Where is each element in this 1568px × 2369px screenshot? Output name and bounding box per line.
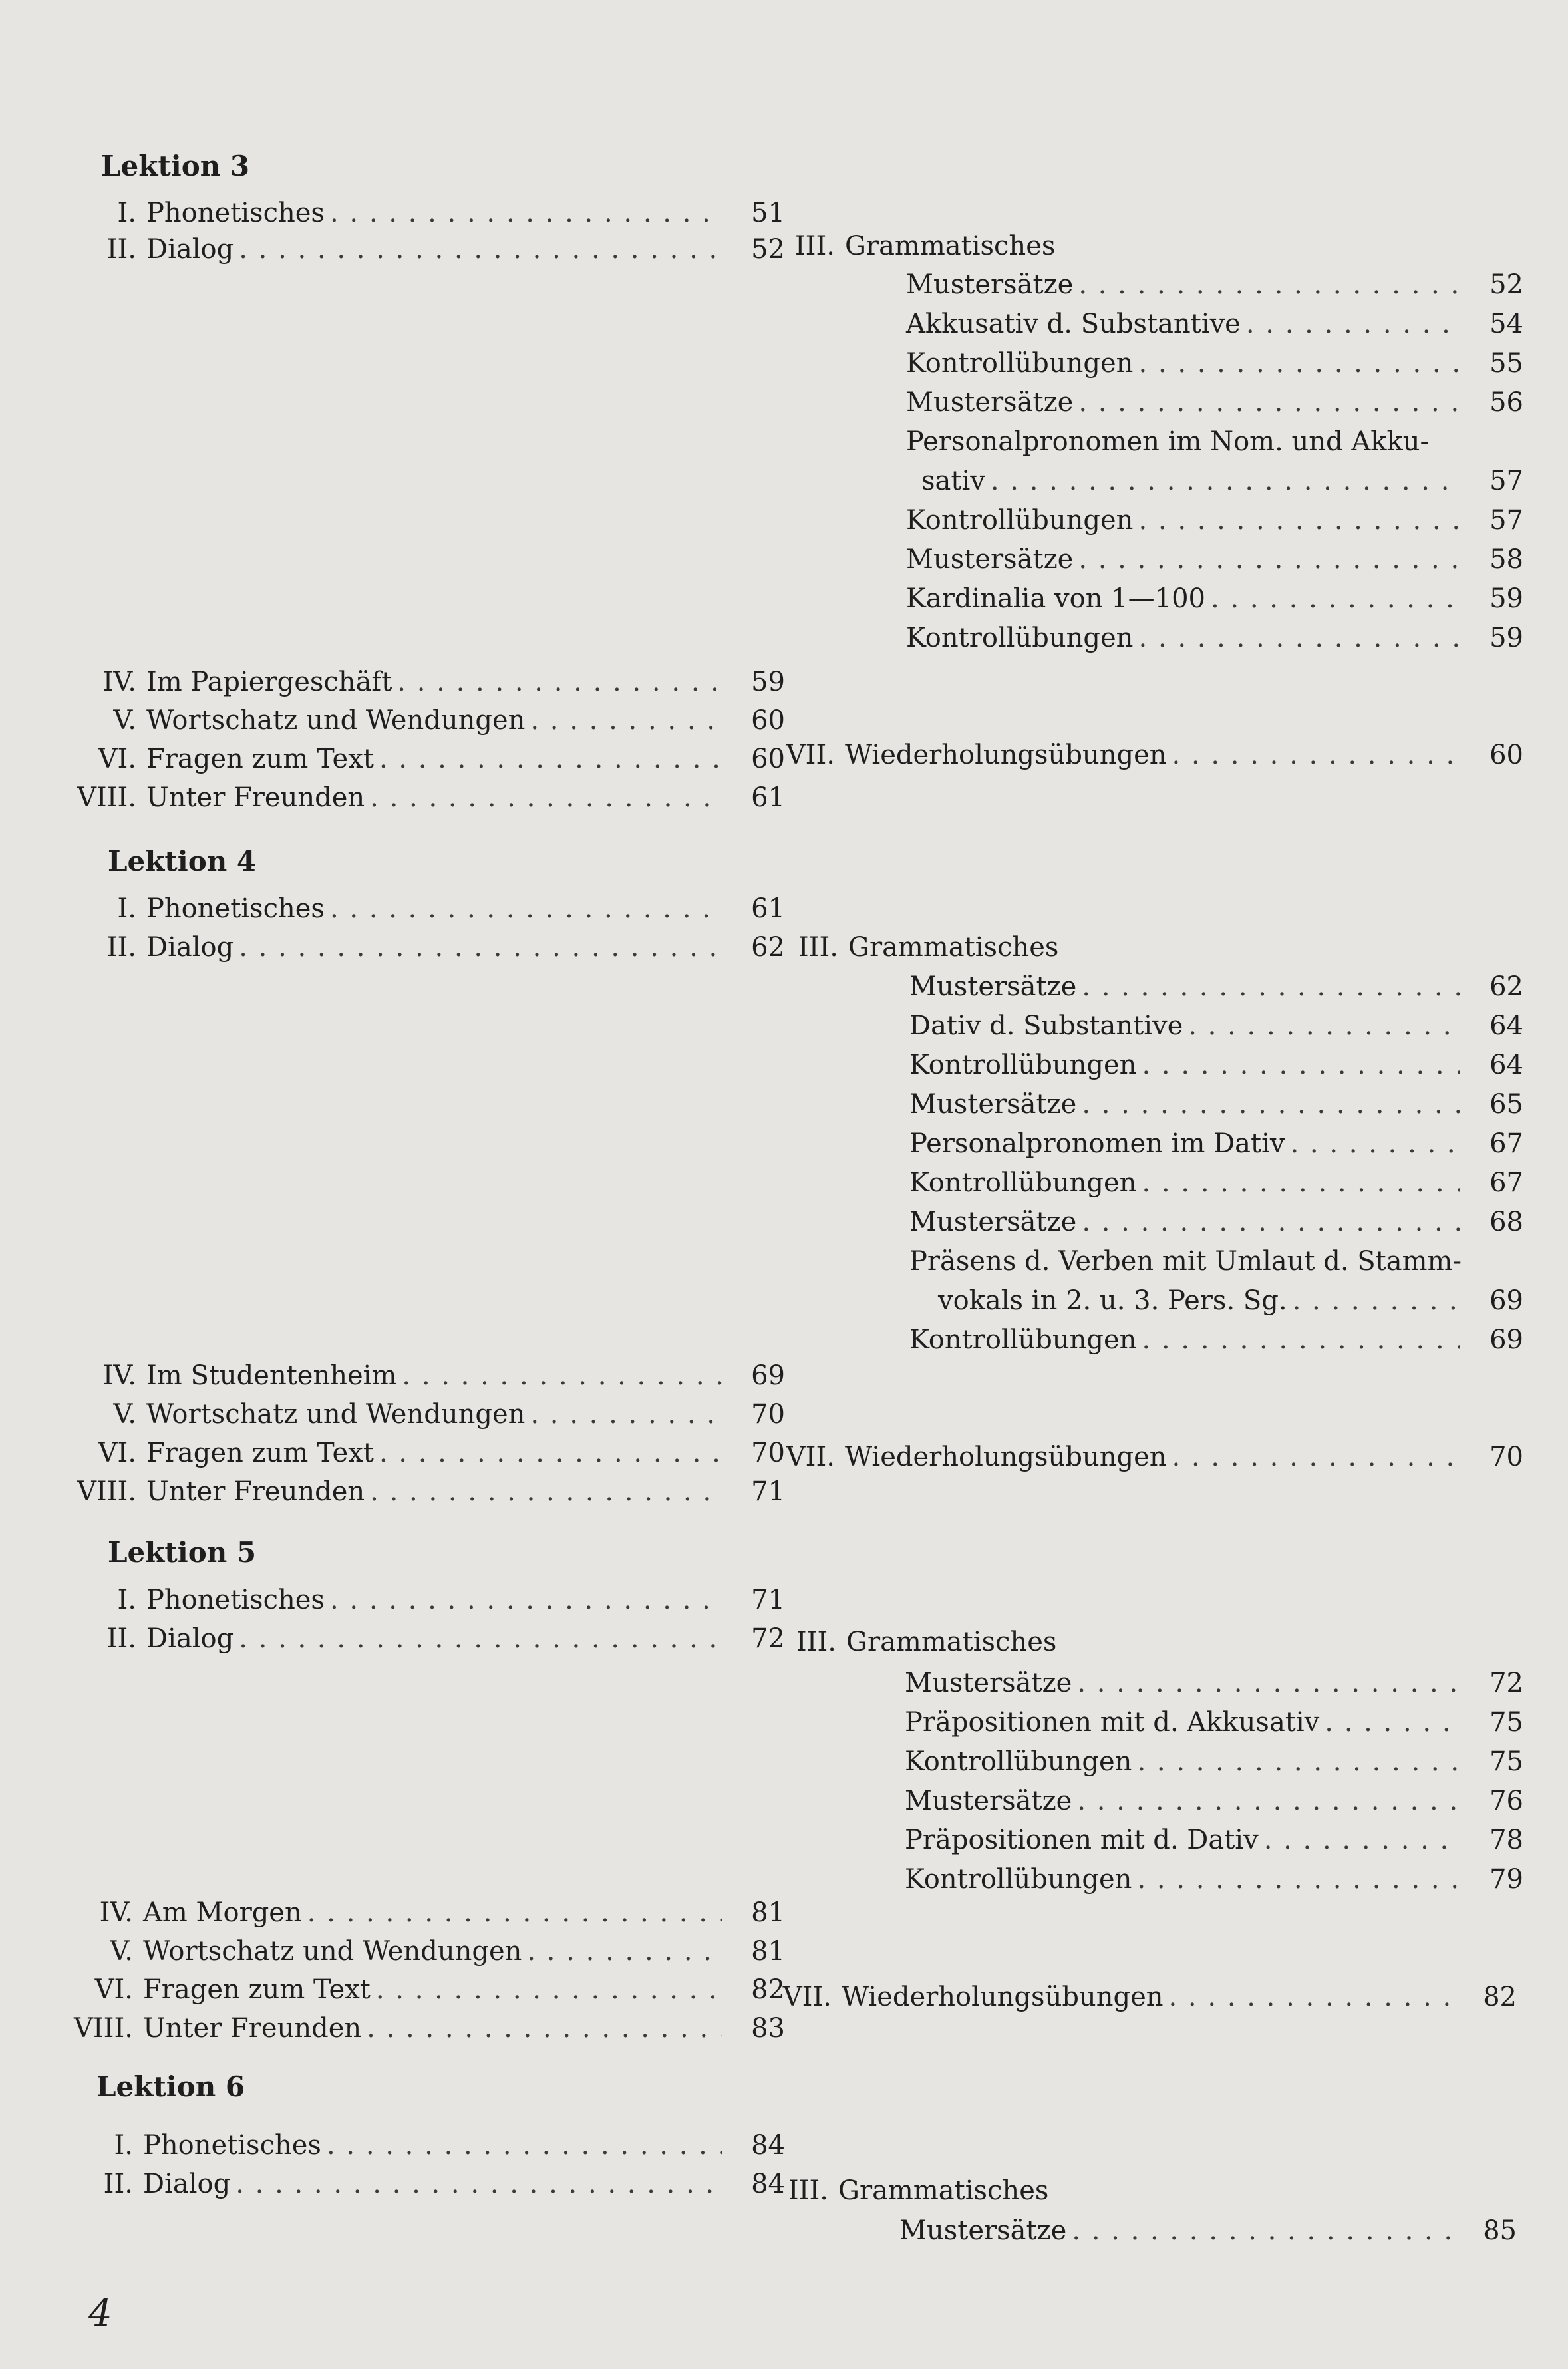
toc-subentry[interactable] bbox=[905, 1663, 1523, 1703]
leader-dots bbox=[1073, 540, 1460, 579]
entry-number: V. bbox=[110, 1936, 133, 1967]
toc-entry[interactable] bbox=[765, 735, 1523, 775]
subentry-label: Mustersätze bbox=[899, 2215, 1067, 2246]
toc-subentry[interactable] bbox=[905, 1702, 1523, 1742]
entry-label: Grammatisches bbox=[848, 932, 1059, 963]
toc-subentry[interactable] bbox=[906, 422, 1523, 462]
entry-label: Wortschatz und Wendungen bbox=[146, 1399, 526, 1430]
subentry-label: Mustersätze bbox=[906, 387, 1074, 418]
entry-number: III. bbox=[796, 1627, 836, 1657]
leader-dots bbox=[1066, 2211, 1454, 2251]
entry-number: VI. bbox=[98, 744, 136, 774]
toc-subentry[interactable] bbox=[909, 1241, 1523, 1281]
toc-entry[interactable] bbox=[63, 2164, 785, 2204]
leader-dots bbox=[1076, 1202, 1460, 1242]
leader-dots bbox=[1073, 383, 1460, 422]
leader-dots bbox=[302, 1893, 722, 1933]
leader-dots bbox=[1136, 1045, 1460, 1085]
leader-dots bbox=[325, 889, 722, 929]
entry-label: Fragen zum Text bbox=[146, 1438, 374, 1468]
lektion-5-heading: Lektion 5 bbox=[108, 1536, 257, 1569]
subentry-page: 58 bbox=[1490, 544, 1523, 575]
subentry-page: 52 bbox=[1490, 269, 1523, 300]
subentry-label: Kontrollübungen bbox=[905, 1864, 1132, 1895]
entry-page: 71 bbox=[751, 1585, 785, 1615]
subentry-label: Personalpronomen im Nom. und Akku- bbox=[906, 426, 1430, 457]
toc-entry[interactable] bbox=[67, 927, 785, 967]
toc-subentry[interactable] bbox=[906, 304, 1523, 344]
entry-label: Dialog bbox=[143, 2169, 231, 2199]
subentry-page: 68 bbox=[1490, 1207, 1523, 1237]
subentry-page: 57 bbox=[1490, 505, 1523, 536]
entry-page: 60 bbox=[751, 705, 785, 736]
toc-entry[interactable] bbox=[67, 1356, 785, 1396]
subentry-label: Mustersätze bbox=[906, 269, 1074, 300]
leader-dots bbox=[1073, 265, 1460, 305]
leader-dots bbox=[525, 701, 722, 740]
leader-dots bbox=[1133, 500, 1460, 540]
leader-dots bbox=[1076, 1084, 1460, 1124]
subentry-label: Mustersätze bbox=[909, 971, 1077, 1002]
subentry-page: 67 bbox=[1490, 1128, 1523, 1159]
leader-dots bbox=[525, 1394, 722, 1434]
subentry-label: Kontrollübungen bbox=[906, 505, 1134, 536]
leader-dots bbox=[985, 461, 1460, 501]
leader-dots bbox=[1319, 1702, 1460, 1742]
entry-page: 51 bbox=[751, 198, 785, 228]
lektion-4-heading: Lektion 4 bbox=[108, 845, 257, 877]
subentry-label: Akkusativ d. Substantive bbox=[906, 309, 1241, 339]
entry-page: 62 bbox=[751, 932, 785, 963]
toc-subentry[interactable] bbox=[905, 1820, 1523, 1860]
leader-dots bbox=[371, 1970, 722, 2010]
subentry-label: Kontrollübungen bbox=[905, 1746, 1132, 1777]
leader-dots bbox=[1072, 1781, 1460, 1821]
leader-dots bbox=[365, 1472, 722, 1511]
entry-page: 69 bbox=[751, 1360, 785, 1391]
leader-dots bbox=[1167, 1437, 1461, 1477]
entry-label: Fragen zum Text bbox=[143, 1974, 371, 2005]
entry-page: 81 bbox=[751, 1897, 785, 1928]
toc-entry[interactable] bbox=[63, 2008, 785, 2048]
entry-page: 61 bbox=[751, 893, 785, 924]
subentry-label: Präpositionen mit d. Akkusativ bbox=[905, 1707, 1320, 1738]
leader-dots bbox=[1132, 1859, 1460, 1899]
page-number: 4 bbox=[88, 2292, 112, 2335]
toc-subentry[interactable] bbox=[909, 1163, 1523, 1203]
subentry-page: 69 bbox=[1490, 1325, 1523, 1355]
toc-entry[interactable] bbox=[67, 1472, 785, 1511]
subentry-page: 59 bbox=[1490, 623, 1523, 653]
entry-label: Dialog bbox=[146, 1623, 234, 1654]
entry-label: Fragen zum Text bbox=[146, 744, 374, 774]
subentry-label: Mustersätze bbox=[905, 1668, 1072, 1698]
subentry-page: 62 bbox=[1490, 971, 1523, 1002]
subentry-label: Kontrollübungen bbox=[909, 1325, 1137, 1355]
entry-number: VIII. bbox=[77, 1476, 136, 1507]
entry-label: Phonetisches bbox=[143, 2130, 321, 2161]
entry-page: 70 bbox=[1490, 1442, 1523, 1472]
leader-dots bbox=[234, 927, 722, 967]
entry-page: 60 bbox=[1490, 740, 1523, 770]
entry-number: VIII. bbox=[73, 2013, 133, 2044]
subentry-page: 69 bbox=[1490, 1285, 1523, 1316]
leader-dots bbox=[1072, 1663, 1460, 1703]
toc-subentry[interactable] bbox=[909, 1124, 1523, 1164]
entry-number: V. bbox=[113, 1399, 136, 1430]
leader-dots bbox=[1132, 1742, 1460, 1782]
toc-entry[interactable] bbox=[67, 889, 785, 929]
toc-entry[interactable] bbox=[67, 1619, 785, 1658]
entry-label: Im Papiergeschäft bbox=[146, 667, 392, 697]
subentry-page: 78 bbox=[1490, 1825, 1523, 1855]
subentry-page: 65 bbox=[1490, 1089, 1523, 1120]
subentry-page: 75 bbox=[1490, 1707, 1523, 1738]
subentry-label: Kontrollübungen bbox=[909, 1050, 1137, 1080]
entry-label: Wiederholungsübungen bbox=[845, 1442, 1167, 1472]
leader-dots bbox=[1076, 967, 1460, 1007]
subentry-page: 55 bbox=[1490, 348, 1523, 379]
leader-dots bbox=[1285, 1124, 1460, 1164]
entry-number: II. bbox=[106, 932, 136, 963]
leader-dots bbox=[396, 1356, 722, 1396]
entry-number: VII. bbox=[786, 1442, 835, 1472]
toc-entry[interactable] bbox=[67, 701, 785, 740]
leader-dots bbox=[365, 778, 722, 818]
toc-subentry[interactable] bbox=[906, 579, 1523, 619]
subentry-page: 85 bbox=[1483, 2215, 1517, 2246]
leader-dots bbox=[230, 2164, 722, 2204]
toc-subentry[interactable] bbox=[905, 1859, 1523, 1899]
toc-entry-grammar-heading[interactable] bbox=[758, 2171, 1517, 2211]
leader-dots bbox=[325, 193, 722, 233]
toc-subentry[interactable] bbox=[906, 500, 1523, 540]
toc-entry[interactable] bbox=[67, 1394, 785, 1434]
subentry-page: 72 bbox=[1490, 1668, 1523, 1698]
entry-label: Unter Freunden bbox=[146, 1476, 365, 1507]
toc-entry[interactable] bbox=[762, 1977, 1517, 2017]
entry-label: Phonetisches bbox=[146, 198, 325, 228]
entry-page: 70 bbox=[751, 1399, 785, 1430]
leader-dots bbox=[1133, 343, 1460, 383]
entry-page: 84 bbox=[751, 2130, 785, 2161]
entry-label: Phonetisches bbox=[146, 893, 325, 924]
leader-dots bbox=[1164, 1977, 1454, 2017]
subentry-page: 59 bbox=[1490, 583, 1523, 614]
entry-number: IV. bbox=[99, 1897, 133, 1928]
toc-subentry[interactable] bbox=[909, 1045, 1523, 1085]
entry-label: Wortschatz und Wendungen bbox=[143, 1936, 522, 1967]
subentry-page: 56 bbox=[1490, 387, 1523, 418]
toc-entry[interactable] bbox=[67, 1580, 785, 1620]
toc-entry[interactable] bbox=[63, 1931, 785, 1971]
toc-entry[interactable] bbox=[765, 1437, 1523, 1477]
entry-number: VIII. bbox=[77, 782, 136, 813]
entry-label: Unter Freunden bbox=[146, 782, 365, 813]
entry-number: II. bbox=[106, 234, 136, 265]
entry-page: 59 bbox=[751, 667, 785, 697]
entry-page: 81 bbox=[751, 1936, 785, 1967]
entry-label: Wiederholungsübungen bbox=[842, 1982, 1164, 2012]
subentry-page: 57 bbox=[1490, 466, 1523, 496]
entry-page: 70 bbox=[751, 1438, 785, 1468]
entry-number: IV. bbox=[102, 667, 136, 697]
subentry-page: 75 bbox=[1490, 1746, 1523, 1777]
toc-subentry[interactable] bbox=[909, 1006, 1523, 1046]
toc-subentry[interactable] bbox=[909, 1320, 1523, 1360]
subentry-label: Mustersätze bbox=[909, 1089, 1077, 1120]
leader-dots bbox=[234, 1619, 722, 1658]
toc-subentry[interactable] bbox=[938, 1281, 1523, 1321]
leader-dots bbox=[321, 2126, 722, 2165]
subentry-label: Kontrollübungen bbox=[909, 1168, 1137, 1198]
entry-number: III. bbox=[788, 2175, 828, 2206]
entry-number: VII. bbox=[786, 740, 835, 770]
leader-dots bbox=[374, 739, 722, 779]
leader-dots bbox=[1136, 1320, 1460, 1360]
subentry-page: 64 bbox=[1490, 1011, 1523, 1041]
toc-subentry[interactable] bbox=[905, 1742, 1523, 1782]
leader-dots bbox=[374, 1433, 722, 1473]
entry-number: VII. bbox=[782, 1982, 832, 2012]
leader-dots bbox=[1133, 618, 1460, 658]
entry-number: IV. bbox=[102, 1360, 136, 1391]
entry-label: Dialog bbox=[146, 234, 234, 265]
leader-dots bbox=[392, 662, 722, 702]
toc-entry-grammar-heading[interactable] bbox=[765, 226, 1523, 266]
subentry-label: Personalpronomen im Dativ bbox=[909, 1128, 1285, 1159]
entry-number: II. bbox=[106, 1623, 136, 1654]
entry-page: 72 bbox=[751, 1623, 785, 1654]
toc-subentry[interactable] bbox=[909, 1084, 1523, 1124]
entry-page: 61 bbox=[751, 782, 785, 813]
subentry-page: 67 bbox=[1490, 1168, 1523, 1198]
toc-entry[interactable] bbox=[63, 1970, 785, 2010]
toc-entry[interactable] bbox=[63, 1893, 785, 1933]
toc-entry-grammar-heading[interactable] bbox=[766, 1622, 1523, 1662]
entry-page: 83 bbox=[751, 2013, 785, 2044]
entry-page: 60 bbox=[751, 744, 785, 774]
toc-subentry[interactable] bbox=[906, 343, 1523, 383]
entry-page: 84 bbox=[751, 2169, 785, 2199]
toc-entry[interactable] bbox=[67, 193, 785, 233]
entry-label: Wortschatz und Wendungen bbox=[146, 705, 526, 736]
leader-dots bbox=[234, 230, 722, 269]
toc-entry[interactable] bbox=[67, 1433, 785, 1473]
toc-entry[interactable] bbox=[67, 739, 785, 779]
leader-dots bbox=[1167, 735, 1461, 775]
toc-entry[interactable] bbox=[67, 230, 785, 269]
entry-number: VI. bbox=[94, 1974, 133, 2005]
entry-label: Grammatisches bbox=[846, 1627, 1057, 1657]
entry-number: I. bbox=[117, 1585, 136, 1615]
leader-dots bbox=[1259, 1820, 1460, 1860]
subentry-label: vokals in 2. u. 3. Pers. Sg. bbox=[938, 1285, 1287, 1316]
leader-dots bbox=[1287, 1281, 1460, 1321]
subentry-page: 76 bbox=[1490, 1786, 1523, 1816]
toc-entry-grammar-heading[interactable] bbox=[768, 927, 1523, 967]
toc-subentry[interactable] bbox=[906, 618, 1523, 658]
toc-subentry[interactable] bbox=[909, 1202, 1523, 1242]
subentry-page: 54 bbox=[1490, 309, 1523, 339]
entry-number: V. bbox=[113, 705, 136, 736]
toc-subentry[interactable] bbox=[906, 383, 1523, 422]
toc-subentry[interactable] bbox=[905, 1781, 1523, 1821]
entry-label: Am Morgen bbox=[143, 1897, 302, 1928]
toc-entry[interactable] bbox=[67, 778, 785, 818]
leader-dots bbox=[1136, 1163, 1460, 1203]
subentry-label: Mustersätze bbox=[909, 1207, 1077, 1237]
toc-subentry[interactable] bbox=[906, 540, 1523, 579]
subentry-label: Kontrollübungen bbox=[906, 348, 1134, 379]
leader-dots bbox=[325, 1580, 722, 1620]
entry-label: Im Studentenheim bbox=[146, 1360, 397, 1391]
entry-page: 52 bbox=[751, 234, 785, 265]
entry-number: I. bbox=[117, 893, 136, 924]
toc-subentry[interactable] bbox=[899, 2211, 1517, 2251]
entry-label: Grammatisches bbox=[845, 231, 1056, 261]
toc-entry[interactable] bbox=[63, 2126, 785, 2165]
entry-page: 82 bbox=[751, 1974, 785, 2005]
subentry-page: 79 bbox=[1490, 1864, 1523, 1895]
entry-number: VI. bbox=[98, 1438, 136, 1468]
toc-subentry[interactable] bbox=[906, 265, 1523, 305]
entry-page: 71 bbox=[751, 1476, 785, 1507]
leader-dots bbox=[522, 1931, 722, 1971]
entry-page: 82 bbox=[1483, 1982, 1517, 2012]
lektion-6-heading: Lektion 6 bbox=[96, 2070, 245, 2103]
leader-dots bbox=[361, 2008, 722, 2048]
entry-number: I. bbox=[114, 2130, 133, 2161]
lektion-3-heading: Lektion 3 bbox=[101, 150, 250, 182]
entry-label: Dialog bbox=[146, 932, 234, 963]
entry-label: Wiederholungsübungen bbox=[845, 740, 1167, 770]
subentry-label: Präsens d. Verben mit Umlaut d. Stamm- bbox=[909, 1246, 1462, 1277]
subentry-label: Dativ d. Substantive bbox=[909, 1011, 1183, 1041]
subentry-label: Kontrollübungen bbox=[906, 623, 1134, 653]
subentry-label: Mustersätze bbox=[905, 1786, 1072, 1816]
subentry-label: Mustersätze bbox=[906, 544, 1074, 575]
toc-subentry[interactable] bbox=[921, 461, 1523, 501]
subentry-page: 64 bbox=[1490, 1050, 1523, 1080]
leader-dots bbox=[1241, 304, 1460, 344]
toc-subentry[interactable] bbox=[909, 967, 1523, 1007]
subentry-label: Präpositionen mit d. Dativ bbox=[905, 1825, 1259, 1855]
entry-number: II. bbox=[103, 2169, 133, 2199]
leader-dots bbox=[1183, 1006, 1460, 1046]
toc-entry[interactable] bbox=[67, 662, 785, 702]
leader-dots bbox=[1205, 579, 1460, 619]
entry-number: III. bbox=[794, 231, 835, 261]
entry-number: III. bbox=[798, 932, 838, 963]
entry-label: Unter Freunden bbox=[143, 2013, 362, 2044]
entry-number: I. bbox=[117, 198, 136, 228]
subentry-label: Kardinalia von 1—100 bbox=[906, 583, 1205, 614]
subentry-label: sativ bbox=[921, 466, 985, 496]
entry-label: Phonetisches bbox=[146, 1585, 325, 1615]
entry-label: Grammatisches bbox=[838, 2175, 1049, 2206]
